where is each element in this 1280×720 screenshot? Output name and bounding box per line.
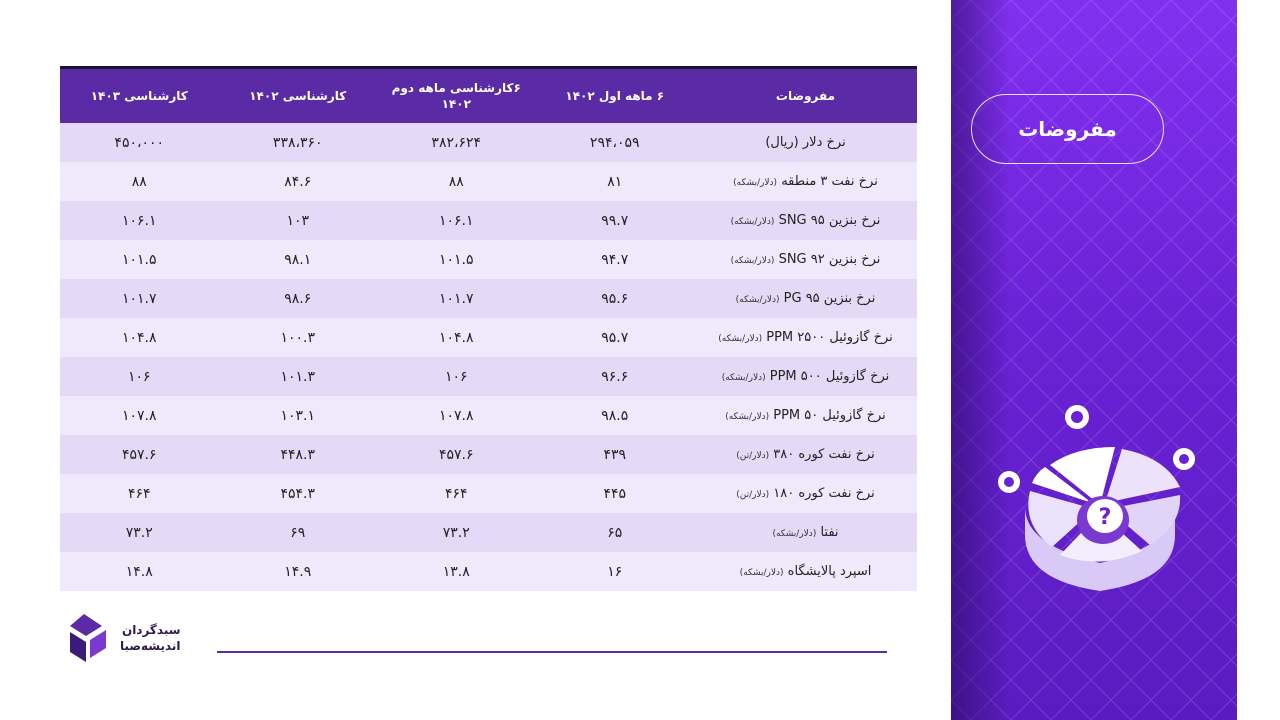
cell-value: ۹۸.۵ [536, 396, 695, 435]
cell-value: ۷۳.۲ [60, 513, 219, 552]
cell-value: ۸۸ [377, 162, 536, 201]
cell-value: ۶۹ [219, 513, 378, 552]
cell-value: ۹۸.۶ [219, 279, 378, 318]
cell-value: ۴۵۷.۶ [377, 435, 536, 474]
cell-value: ۱۰۱.۵ [60, 240, 219, 279]
logo-line-1: سبدگردان [121, 623, 181, 637]
cell-value: ۴۶۴ [377, 474, 536, 513]
cell-value: ۱۰۶ [60, 357, 219, 396]
logo-line-2: اندیشه‌صبا [120, 639, 181, 653]
pie-3d-illustration [990, 395, 1210, 605]
row-label: اسپرد پالایشگاه (دلار/بشکه) [694, 552, 917, 591]
panel-edge-strip [1237, 0, 1280, 720]
cell-value: ۱۰۱.۳ [219, 357, 378, 396]
cell-value: ۱۴.۸ [60, 552, 219, 591]
cell-value: ۸۱ [536, 162, 695, 201]
cell-value: ۶۵ [536, 513, 695, 552]
row-label: نرخ نفت ۳ منطقه (دلار/بشکه) [694, 162, 917, 201]
table-row [60, 357, 917, 396]
cell-value: ۱۴.۹ [219, 552, 378, 591]
header-expert-1402: کارشناسی ۱۴۰۲ [219, 69, 378, 123]
cell-value: ۱۰۶.۱ [377, 201, 536, 240]
table-row [60, 123, 917, 162]
svg-text:?: ? [1098, 505, 1112, 530]
row-label: نفتا (دلار/بشکه) [694, 513, 917, 552]
cell-value: ۹۶.۶ [536, 357, 695, 396]
header-expert-1403: کارشناسی ۱۴۰۳ [60, 69, 219, 123]
cell-value: ۹۴.۷ [536, 240, 695, 279]
cell-value: ۸۴.۶ [219, 162, 378, 201]
cell-value: ۴۵۷.۶ [60, 435, 219, 474]
cell-value: ۴۵۴.۳ [219, 474, 378, 513]
table-row [60, 162, 917, 201]
cell-value: ۱۰۰.۳ [219, 318, 378, 357]
cell-value: ۴۳۹ [536, 435, 695, 474]
table-row [60, 279, 917, 318]
row-label: نرخ گازوئیل PPM ۵۰۰ (دلار/بشکه) [694, 357, 917, 396]
cell-value: ۱۰۱.۷ [60, 279, 219, 318]
header-h1-1402: ۶ ماهه اول ۱۴۰۲ [536, 69, 695, 123]
cell-value: ۹۸.۱ [219, 240, 378, 279]
table-row [60, 513, 917, 552]
table-row [60, 552, 917, 591]
table-row [60, 396, 917, 435]
header-assumptions: مفروضات [694, 69, 917, 123]
cell-value: ۴۴۵ [536, 474, 695, 513]
header-h2-1402: ۶کارشناسی ماهه دوم ۱۴۰۲ [377, 69, 536, 123]
cell-value: ۱۰۶ [377, 357, 536, 396]
cell-value: ۳۸۲،۶۲۴ [377, 123, 536, 162]
cell-value: ۴۴۸.۳ [219, 435, 378, 474]
cell-value: ۱۰۷.۸ [377, 396, 536, 435]
footer-divider [217, 651, 887, 653]
table-header-row [60, 69, 917, 123]
cell-value: ۴۶۴ [60, 474, 219, 513]
logo-mark-icon [62, 612, 110, 664]
row-label: نرخ گازوئیل PPM ۵۰ (دلار/بشکه) [694, 396, 917, 435]
cell-value: ۱۰۱.۵ [377, 240, 536, 279]
section-title-pill [971, 94, 1164, 164]
cell-value: ۱۰۶.۱ [60, 201, 219, 240]
cell-value: ۹۵.۶ [536, 279, 695, 318]
row-label: نرخ نفت کوره ۳۸۰ (دلار/تن) [694, 435, 917, 474]
cell-value: ۱۰۳.۱ [219, 396, 378, 435]
table-row [60, 240, 917, 279]
cell-value: ۱۰۷.۸ [60, 396, 219, 435]
row-label: نرخ بنزین PG ۹۵ (دلار/بشکه) [694, 279, 917, 318]
section-title: مفروضات [1018, 117, 1117, 141]
table-row [60, 474, 917, 513]
table-row [60, 318, 917, 357]
assumptions-table [60, 66, 917, 591]
cell-value: ۱۰۱.۷ [377, 279, 536, 318]
cell-value: ۸۸ [60, 162, 219, 201]
cell-value: ۱۶ [536, 552, 695, 591]
table-row [60, 435, 917, 474]
table-row [60, 201, 917, 240]
row-label: نرخ نفت کوره ۱۸۰ (دلار/تن) [694, 474, 917, 513]
row-label: نرخ بنزین SNG ۹۲ (دلار/بشکه) [694, 240, 917, 279]
company-logo [62, 610, 212, 666]
cell-value: ۲۹۴،۰۵۹ [536, 123, 695, 162]
cell-value: ۱۰۳ [219, 201, 378, 240]
row-label: نرخ دلار (ریال) [694, 123, 917, 162]
cell-value: ۹۵.۷ [536, 318, 695, 357]
cell-value: ۷۳.۲ [377, 513, 536, 552]
cell-value: ۹۹.۷ [536, 201, 695, 240]
cell-value: ۱۰۴.۸ [60, 318, 219, 357]
row-label: نرخ گازوئیل PPM ۲۵۰۰ (دلار/بشکه) [694, 318, 917, 357]
row-label: نرخ بنزین SNG ۹۵ (دلار/بشکه) [694, 201, 917, 240]
cell-value: ۱۰۴.۸ [377, 318, 536, 357]
cell-value: ۳۳۸،۳۶۰ [219, 123, 378, 162]
cell-value: ۱۳.۸ [377, 552, 536, 591]
cell-value: ۴۵۰،۰۰۰ [60, 123, 219, 162]
